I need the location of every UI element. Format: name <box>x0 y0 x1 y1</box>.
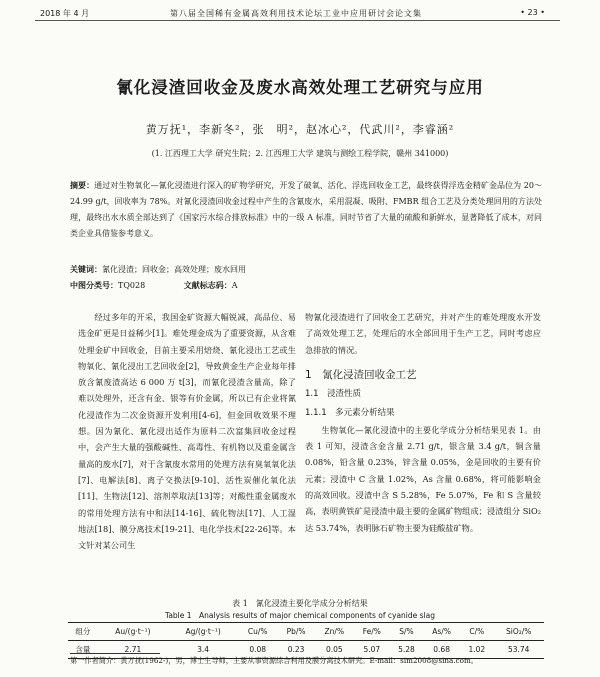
keywords-label: 关键词： <box>70 265 102 274</box>
table-header-cell: C/% <box>469 627 485 636</box>
table-caption-en: Table 1 Analysis results of major chemical components of cyanide slag <box>164 611 435 620</box>
footnote-text: 第一作者简介：黄万抚(1962-)，男，博士生导师，主要从事资源综合利用及膜分离技术研究。E-mail：sim2008@sina.com。 <box>70 656 478 665</box>
doc-code-label: 文献标志码： <box>183 281 232 290</box>
table-cell: 0.08 <box>249 645 267 654</box>
table-header-cell: Fe/% <box>362 627 381 636</box>
subsection-heading-1-1-1: 1.1.1 多元素分析结果 <box>305 408 395 419</box>
table-header-cell: SiO₂/% <box>505 627 532 636</box>
table-cell: 5.07 <box>363 645 381 654</box>
header-page-number: • 23 • <box>520 8 545 17</box>
section-heading-1: 1 氰化浸渣回收金工艺 <box>305 368 417 381</box>
clc-label: 中图分类号： <box>70 281 118 290</box>
right-intro-paragraph: 物氰化浸渣进行了回收金工艺研究，并对产生的难处理废水开发了高效处理工艺，处理后的水全部回用于生产工艺，同时考虑应急排放的情况。 <box>305 312 541 355</box>
table-header-cell: Pb/% <box>286 627 306 636</box>
table-caption-cn: 表 1 氰化浸渣主要化学成分分析结果 <box>232 599 368 608</box>
table-cell: 53.74 <box>507 645 530 654</box>
table-cell: 0.05 <box>325 645 343 654</box>
footnote <box>70 656 478 666</box>
running-header <box>0 0 600 20</box>
table-cell: 2.71 <box>124 645 142 654</box>
clc-code: TQ028 <box>118 281 146 290</box>
author-list: 黄万抚¹，李新冬²，张 明²，赵冰心²，代武川²，李睿涵² <box>145 123 455 136</box>
header-rule <box>35 20 560 21</box>
keywords-text: 氰化浸渣；回收金；高效处理；废水回用 <box>102 265 246 274</box>
table-cell: 0.23 <box>287 645 305 654</box>
table-header-cell: Cu/% <box>247 627 268 636</box>
table-header-cell: 组分 <box>75 627 91 636</box>
table-header-cell: Ag/(g·t⁻¹) <box>185 627 221 636</box>
table-cell: 含量 <box>75 645 91 654</box>
table-header-cell: Zn/% <box>324 627 345 636</box>
table-header-cell: As/% <box>432 627 451 636</box>
paper-title: 氰化浸渣回收金及废水高效处理工艺研究与应用 <box>116 78 484 97</box>
header-proceedings: 第八届全国稀有金属高效利用技术论坛工业中应用研讨会论文集 <box>170 9 422 18</box>
body-right-column <box>305 309 541 536</box>
abstract <box>70 178 542 242</box>
table-cell: 5.28 <box>398 645 415 654</box>
keywords <box>70 264 246 275</box>
doc-code: A <box>231 281 238 290</box>
table-header-cell: S/% <box>399 627 414 636</box>
abstract-label: 摘要： <box>70 181 95 190</box>
right-body-paragraph: 生物氧化—氰化浸渣中的主要化学成分分析结果见表 1。由表 1 可知，浸渣含金含量 2.71 g/t，银含量 3.4 g/t，铜含量 0.08%，铅含量 0.23%，锌含量 0.05%，金是回收的主要有价元素；浸渣中 C 含量 1.02%，As 含量 0.68%，将可能影响金的高效回收。浸渣中含 S 5.28%，Fe 5.07%，Fe 和 S 含量较高，表明黄铁矿是浸渣中最主要的金属矿物组成；浸渣组分 SiO₂ 达 53.74%，表明脉石矿物主要为硅酸盐矿物。 <box>305 424 541 533</box>
table-cell: 1.02 <box>468 645 486 654</box>
affiliation: (1. 江西理工大学 研究生院；2. 江西理工大学 建筑与测绘工程学院，赣州 341000) <box>151 149 449 158</box>
header-date: 2018 年 4 月 <box>40 9 90 18</box>
body-left-column: 经过多年的开采，我国金矿资源大幅锐减，高品位、易选金矿更是日益稀少[1]。难处理金成为了重要资源，从含难处理金矿中回收金，目前主要采用焙烧、氰化浸出工艺或生物氧化、氰化浸出工艺回收金[2]，导致黄金生产企业每年排放含氰废渣高达 6 000 万 t[3]，而氰化浸渣含量高，除了难以处理外，还含有金、银等有价金属，所以已有企业将氰化浸渣作为二次金资源开发利用[4-6]，但金回收效果不理想。因为氰化、氰化浸出适作为原料二次富集回收金过程中，会产生大量的强酸碱性、高毒性、有机物以及重金属含量高的废水[7]，对于含氰废水常用的处理方法有臭氧氧化法[7]、电解法[8]、离子交换法[9-10]、活性炭催化氧化法[11]、生物法[12]、溶剂萃取法[13]等；对酸性重金属废水的常用处理方法有中和法[14-16]、硫化物法[17]、人工湿地法[18]、膜分离技术[19-21]、电化学技术[22-26]等。本文针对某公司生 <box>78 312 296 551</box>
table-cell: 0.68 <box>433 645 450 654</box>
subsection-heading-1-1: 1.1 浸渣性质 <box>305 389 362 400</box>
classification <box>70 280 274 291</box>
table-header-cell: Au/(g·t⁻¹) <box>115 627 151 636</box>
footnote-rule <box>70 653 160 654</box>
abstract-text: 通过对生物氧化—氰化浸渣进行深入的矿物学研究，开发了破氧、活化、浮选回收金工艺，最终获得浮选金精矿金品位为 20～24.99 g/t，回收率为 78%。对氰化浸渣回收金过程中产生的含氰废水，采用混凝、吸附、FMBR 组合工艺及分类处理回用的方法处理，最终出水水质全部达到了《国家污水综合排放标准》中的一级 A 标准，同时节省了大量的硫酸和新鲜水，显著降低了成本，对同类企业具借鉴参考意义。 <box>70 181 543 238</box>
table-header-row <box>68 623 544 641</box>
table-cell: 3.4 <box>197 645 210 654</box>
